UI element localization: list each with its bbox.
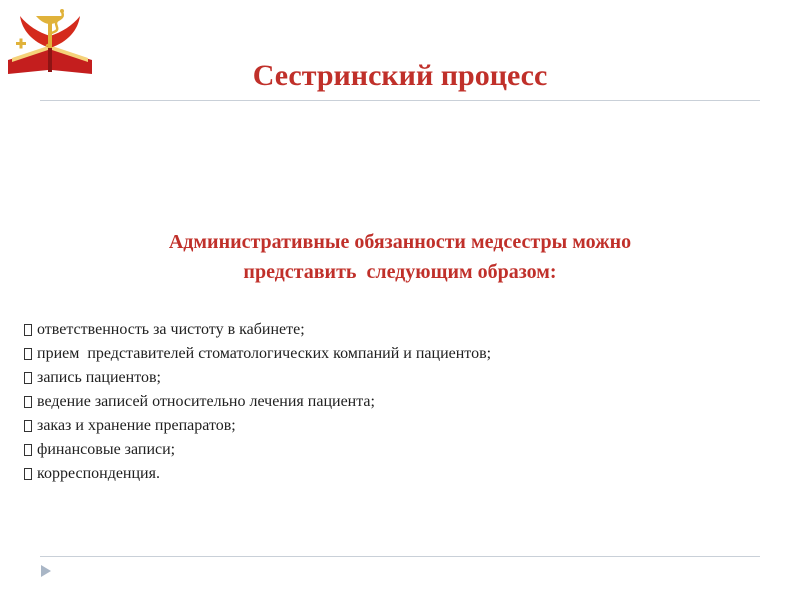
bullet-box-icon	[24, 324, 32, 336]
list-item	[24, 318, 764, 342]
list-item	[24, 390, 764, 414]
bullet-box-icon	[24, 444, 32, 456]
list-item-text: корреспонденция.	[37, 465, 160, 482]
list-item	[24, 366, 764, 390]
bullet-box-icon	[24, 372, 32, 384]
bullet-box-icon	[24, 468, 32, 480]
list-item	[24, 462, 764, 486]
list-item	[24, 414, 764, 438]
list-item	[24, 438, 764, 462]
bullet-box-icon	[24, 396, 32, 408]
subtitle-line: представить следующим образом:	[243, 261, 557, 283]
bullet-box-icon	[24, 348, 32, 360]
slide-subtitle	[40, 227, 760, 287]
list-item-text: заказ и хранение препаратов;	[37, 417, 236, 434]
list-item-text: ведение записей относительно лечения пациента;	[37, 393, 375, 410]
list-item-text: прием представителей стоматологических компаний и пациентов;	[37, 345, 492, 362]
list-item-text: запись пациентов;	[37, 369, 161, 386]
subtitle-line: Административные обязанности медсестры можно	[168, 231, 632, 253]
duties-list	[24, 318, 764, 486]
play-arrow-icon[interactable]	[40, 564, 52, 578]
title-divider	[40, 100, 760, 101]
list-item	[24, 342, 764, 366]
footer-divider	[40, 556, 760, 557]
list-item-text: финансовые записи;	[37, 441, 176, 458]
list-item-text: ответственность за чистоту в кабинете;	[37, 321, 305, 338]
bullet-box-icon	[24, 420, 32, 432]
slide-title: Сестринский процесс	[252, 59, 548, 92]
